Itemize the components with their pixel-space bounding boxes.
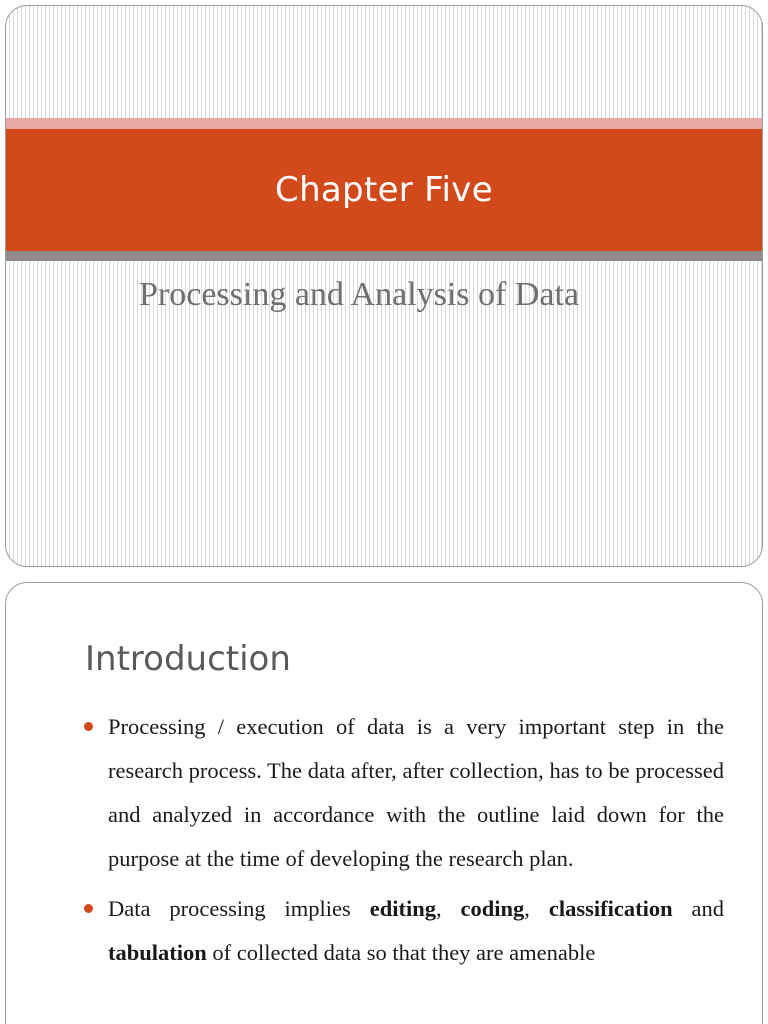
bullet-dot-icon xyxy=(84,722,93,731)
bold-term-coding: coding xyxy=(460,896,525,921)
bullet-text-segment: , xyxy=(524,896,549,921)
bold-term-tabulation: tabulation xyxy=(108,940,207,965)
bullet-text-segment: , xyxy=(435,896,461,921)
bullet-item xyxy=(84,887,724,975)
bullet-dot-icon xyxy=(84,904,93,913)
slide-subtitle: Processing and Analysis of Data xyxy=(139,276,580,313)
bullet-text-segment: and xyxy=(672,896,724,921)
slide-heading: Introduction xyxy=(85,639,291,679)
title-slide xyxy=(5,5,763,567)
gray-accent-stripe xyxy=(6,251,762,261)
bullet-text-segment: of collected data so that they are amenable xyxy=(206,940,596,965)
pink-accent-stripe xyxy=(6,118,762,129)
bullet-item xyxy=(84,705,724,881)
bullet-text-segment: Data processing implies xyxy=(108,896,370,921)
bold-term-editing: editing xyxy=(369,896,436,921)
chapter-title: Chapter Five xyxy=(275,170,493,210)
title-band xyxy=(6,129,762,251)
bullet-text: Processing / execution of data is a very important step in the research process. The data after, after collection, has to be processed and analyzed in accordance with the outline laid down for the purpose at the time of developing the research plan. xyxy=(108,714,724,871)
bold-term-classification: classification xyxy=(548,896,673,921)
content-slide xyxy=(5,582,763,1024)
bullet-list xyxy=(84,705,724,981)
